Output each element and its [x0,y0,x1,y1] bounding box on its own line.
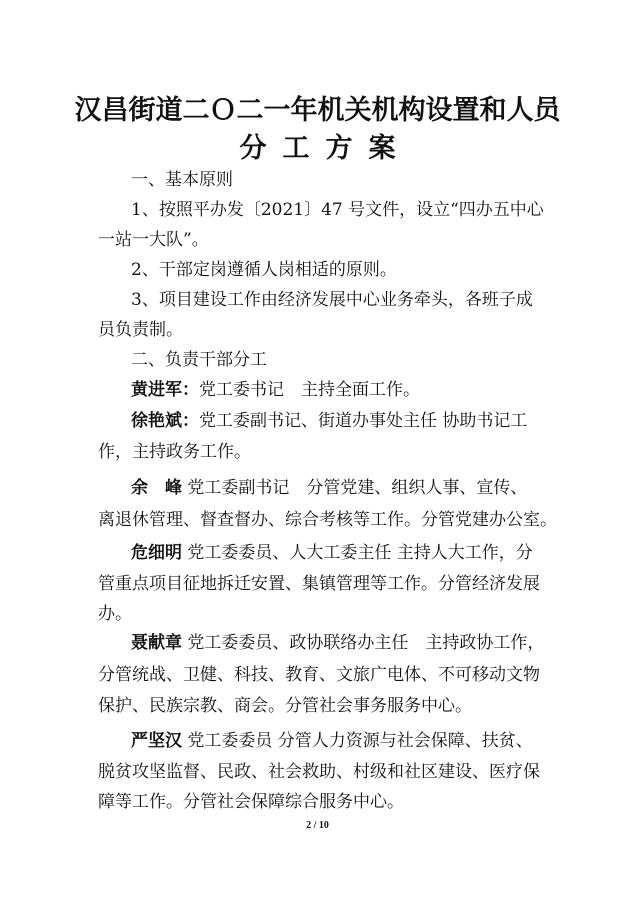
duty-paragraph-4-line-1 [131,542,533,564]
principle-1-line-1: 1、按照平办发〔2021〕47 号文件，设立“四办五中心 [131,200,544,220]
duty-text: 党工委书记 主持全面工作。 [199,380,420,400]
person-name: 徐艳斌： [131,411,199,431]
duty-paragraph-4-line-2: 管重点项目征地拆迁安置、集镇管理等工作。分管经济发展 [98,574,540,594]
duty-paragraph-2-line-1 [131,410,527,432]
principle-1-line-2: 一站一大队”。 [98,230,209,250]
duty-text: 党工委副书记 分管党建、组织人事、宣传、 [182,478,528,498]
duty-text: 党工委委员 分管人力资源与社会保障、扶贫、 [182,731,533,751]
principle-3-line-2: 员负责制。 [98,320,183,340]
person-name: 余 峰 [131,478,182,498]
document-title: 汉昌街道二Ｏ二一年机关机构设置和人员 [74,95,561,126]
duty-paragraph-3-line-2: 离退休管理、督查督办、综合考核等工作。分管党建办公室。 [98,510,557,530]
duty-paragraph-6-line-3: 障等工作。分管社会保障综合服务中心。 [98,792,404,812]
principle-2: 2、干部定岗遵循人岗相适的原则。 [131,260,397,280]
duty-text: 党工委委员、政协联络办主任 主持政协工作， [182,633,545,653]
duty-text: 党工委委员、人大工委主任 主持人大工作，分 [182,543,533,563]
duty-paragraph-3-line-1 [131,477,527,499]
duty-text: 党工委副书记、街道办事处主任 协助书记工 [199,411,528,431]
section-heading-duties: 二、负责干部分工 [131,350,267,370]
duty-paragraph-2-line-2: 作，主持政务工作。 [98,442,251,462]
principle-3-line-1: 3、项目建设工作由经济发展中心业务牵头，各班子成 [131,290,533,310]
document-subtitle: 分工方案 [239,133,412,164]
person-name: 严坚汉 [131,731,182,751]
person-name: 黄进军： [131,380,199,400]
duty-paragraph-1 [131,379,420,401]
duty-paragraph-4-line-3: 办。 [98,604,132,624]
duty-paragraph-6-line-2: 脱贫攻坚监督、民政、社会救助、村级和社区建设、医疗保 [98,762,540,782]
page-number: 2 / 10 [306,820,329,831]
duty-paragraph-5-line-1 [131,632,544,654]
duty-paragraph-5-line-3: 保护、民族宗教、商会。分管社会事务服务中心。 [98,696,472,716]
section-heading-principles: 一、基本原则 [131,170,233,190]
duty-paragraph-5-line-2: 分管统战、卫健、科技、教育、文旅广电体、不可移动文物 [98,665,540,685]
duty-paragraph-6-line-1 [131,730,533,752]
person-name: 危细明 [131,543,182,563]
person-name: 聂献章 [131,633,182,653]
